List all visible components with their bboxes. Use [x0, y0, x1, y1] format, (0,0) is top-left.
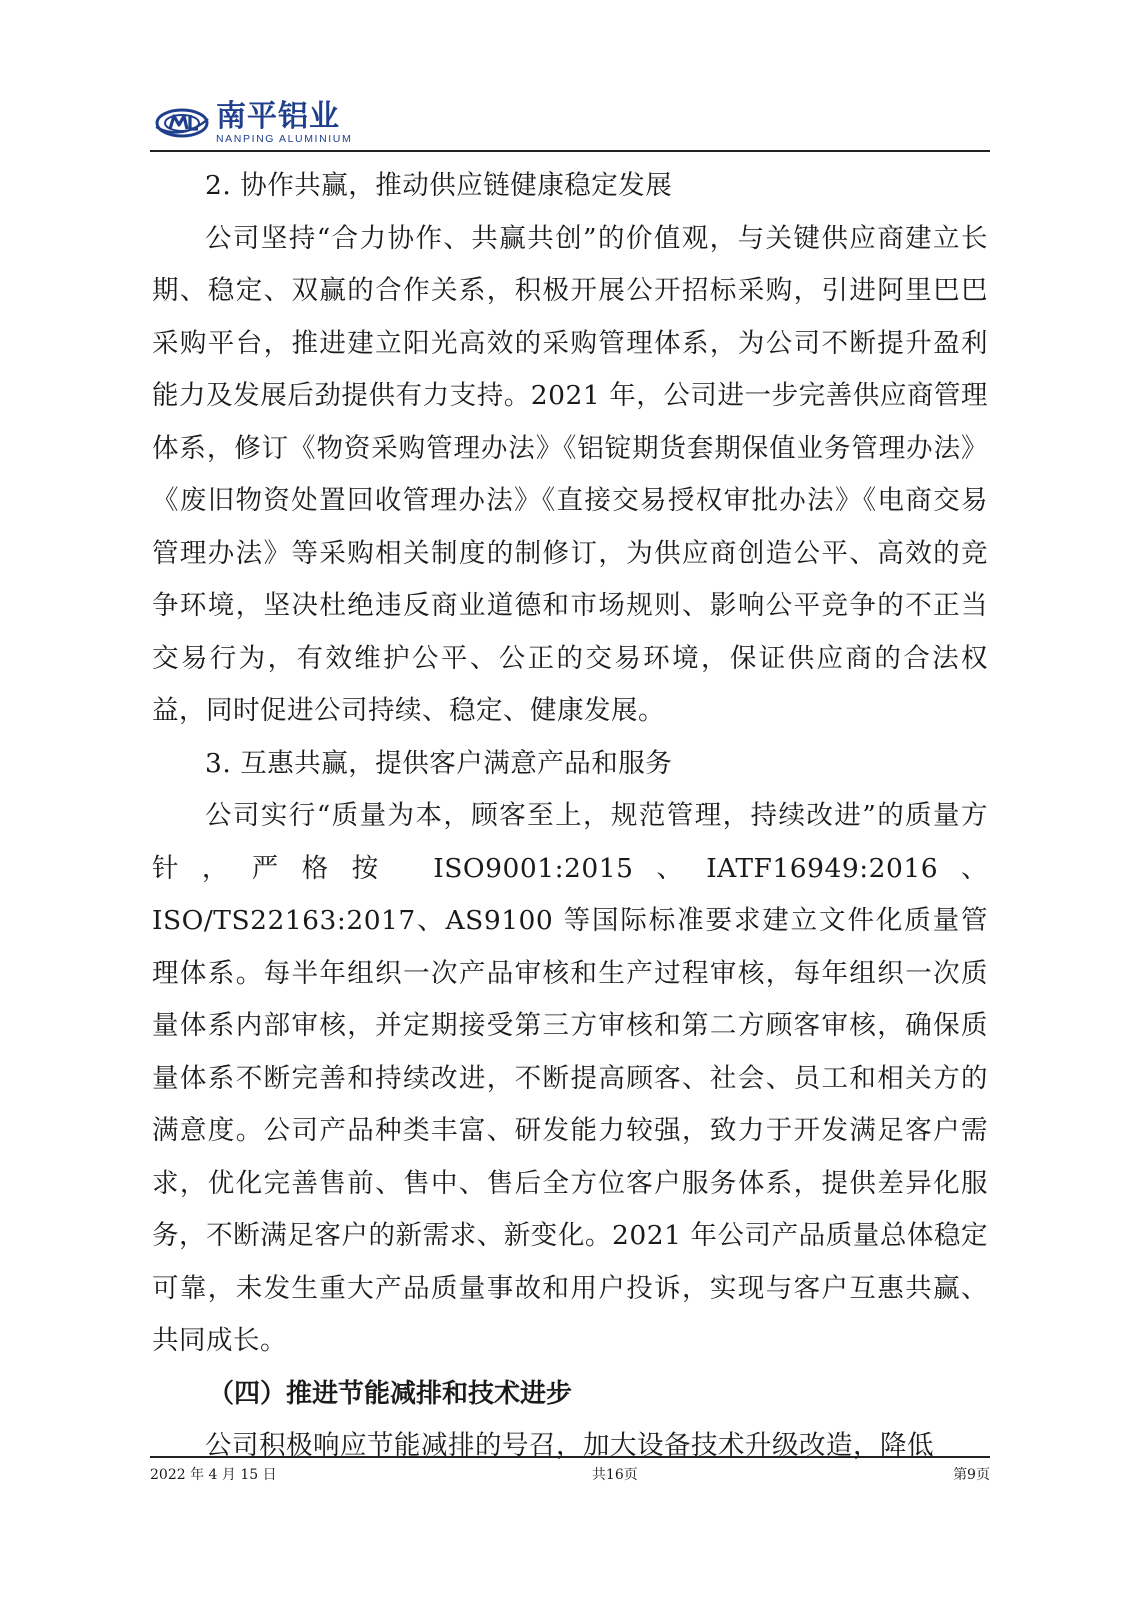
company-logo [154, 98, 352, 148]
paragraph-energy: 公司积极响应节能减排的号召，加大设备技术升级改造，降低 [205, 1430, 934, 1461]
header-divider [150, 150, 990, 152]
footer-divider [150, 1456, 990, 1458]
paragraph-supply-chain: 公司坚持“合力协作、共赢共创”的价值观，与关键供应商建立长期、稳定、双赢的合作关系，积极开展公开招标采购，引进阿里巴巴采购平台，推进建立阳光高效的采购管理体系，为公司不断提升盈利能力及发展后劲提供有力支持。2021 年，公司进一步完善供应商管理体系，修订《物资采购管理办法》《铝锭期货套期保值业务管理办法》《废旧物资处置回收管理办法》《直接交易授权审批办法》《电商交易管理办法》等采购相关制度的制修订，为供应商创造公平、高效的竞争环境，坚决杜绝违反商业道德和市场规则、影响公平竞争的不正当交易行为，有效维护公平、公正的交易环境，保证供应商的合法权益，同时促进公司持续、稳定、健康发展。 [152, 222, 988, 726]
logo-chinese-name: 南平铝业 [216, 98, 340, 134]
section-heading-3: 3. 互惠共赢，提供客户满意产品和服务 [205, 747, 673, 779]
section-heading-4: （四）推进节能减排和技术进步 [208, 1378, 573, 1409]
paragraph-quality: 公司实行“质量为本，顾客至上，规范管理，持续改进”的质量方针，严格按 ISO9001:2015、IATF16949:2016、ISO/TS22163:2017、AS9100 等国际标准要求建立文件化质量管理体系。每半年组织一次产品审核和生产过程审核，每年组织一次质量体系内部审核，并定期接受第三方审核和第二方顾客审核，确保质量体系不断完善和持续改进，不断提高顾客、社会、员工和相关方的满意度。公司产品种类丰富、研发能力较强，致力于开发满足客户需求，优化完善售前、售中、售后全方位客户服务体系，提供差异化服务，不断满足客户的新需求、新变化。2021 年公司产品质量总体稳定可靠，未发生重大产品质量事故和用户投诉，实现与客户互惠共赢、共同成长。 [152, 800, 988, 1356]
logo-english-name: NANPING ALUMINIUM [216, 132, 353, 145]
page-header [150, 96, 990, 152]
document-body [152, 160, 988, 1473]
section-heading-2: 2. 协作共赢，推动供应链健康稳定发展 [205, 170, 673, 201]
footer-page-number: 第9页 [953, 1467, 990, 1483]
footer-date: 2022 年 4 月 15 日 [150, 1467, 277, 1483]
logo-emblem-icon [154, 101, 210, 145]
page-footer [150, 1456, 990, 1484]
footer-total-pages: 共16页 [591, 1467, 638, 1483]
